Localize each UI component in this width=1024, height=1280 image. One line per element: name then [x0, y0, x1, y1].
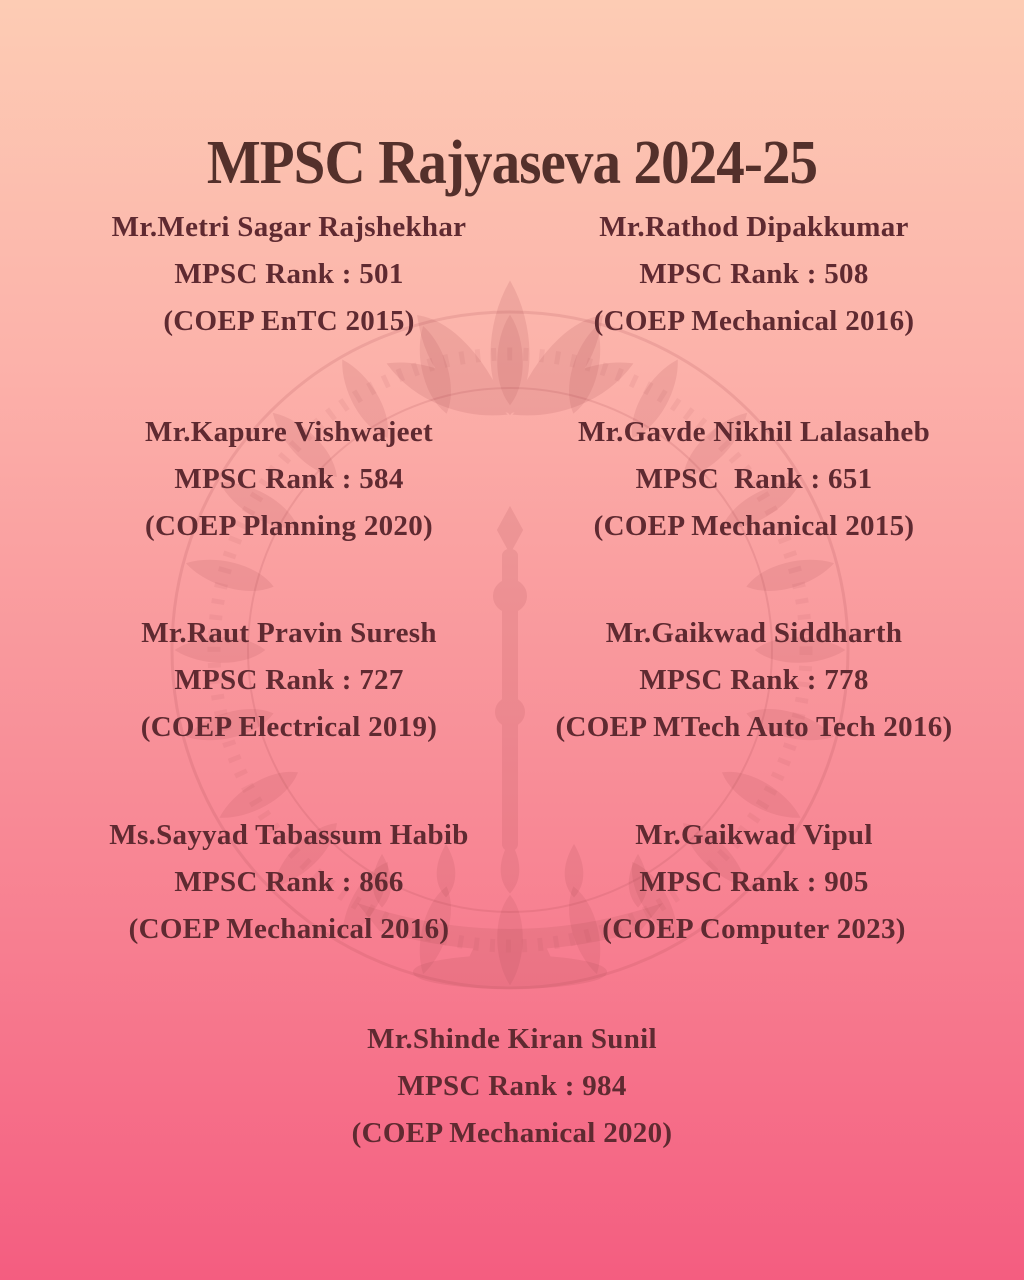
result-entry [512, 812, 1024, 953]
results-row [0, 204, 1024, 345]
mpsc-rank: MPSC Rank : 984 [397, 1070, 627, 1102]
mpsc-rank: MPSC Rank : 778 [639, 664, 869, 696]
result-entry [0, 204, 512, 345]
mpsc-rank: MPSC Rank : 501 [174, 258, 404, 290]
result-entry [0, 812, 512, 953]
mpsc-rank: MPSC Rank : 905 [639, 866, 869, 898]
result-entry [512, 204, 1024, 345]
mpsc-rank: MPSC Rank : 866 [174, 866, 404, 898]
mpsc-rank: MPSC Rank : 584 [174, 463, 404, 495]
mpsc-rank: MPSC Rank : 727 [174, 664, 404, 696]
result-entry [512, 409, 1024, 550]
college-detail: (COEP Planning 2020) [145, 510, 433, 542]
college-detail: (COEP Mechanical 2020) [351, 1117, 673, 1149]
candidate-name: Mr.Kapure Vishwajeet [145, 416, 433, 448]
result-entry [512, 610, 1024, 751]
mpsc-rank: MPSC Rank : 651 [635, 463, 873, 495]
candidate-name: Mr.Raut Pravin Suresh [141, 617, 437, 649]
result-entry [0, 409, 512, 550]
results-row [0, 1016, 1024, 1157]
results-row [0, 610, 1024, 751]
college-detail: (COEP EnTC 2015) [163, 305, 415, 337]
candidate-name: Mr.Gaikwad Vipul [635, 819, 873, 851]
college-detail: (COEP Mechanical 2016) [128, 913, 450, 945]
candidate-name: Mr.Shinde Kiran Sunil [367, 1023, 657, 1055]
page-title: MPSC Rajyaseva 2024-25 [206, 128, 818, 197]
candidate-name: Mr.Metri Sagar Rajshekhar [111, 211, 467, 243]
college-detail: (COEP MTech Auto Tech 2016) [555, 711, 953, 743]
result-entry [0, 610, 512, 751]
college-detail: (COEP Electrical 2019) [140, 711, 438, 743]
college-detail: (COEP Mechanical 2015) [593, 510, 915, 542]
results-row [0, 409, 1024, 550]
result-entry [0, 1016, 1024, 1157]
college-detail: (COEP Computer 2023) [602, 913, 906, 945]
candidate-name: Mr.Gavde Nikhil Lalasaheb [577, 416, 931, 448]
candidate-name: Ms.Sayyad Tabassum Habib [109, 819, 469, 851]
candidate-name: Mr.Rathod Dipakkumar [599, 211, 909, 243]
candidate-name: Mr.Gaikwad Siddharth [605, 617, 903, 649]
results-row [0, 812, 1024, 953]
mpsc-rank: MPSC Rank : 508 [639, 258, 869, 290]
college-detail: (COEP Mechanical 2016) [593, 305, 915, 337]
